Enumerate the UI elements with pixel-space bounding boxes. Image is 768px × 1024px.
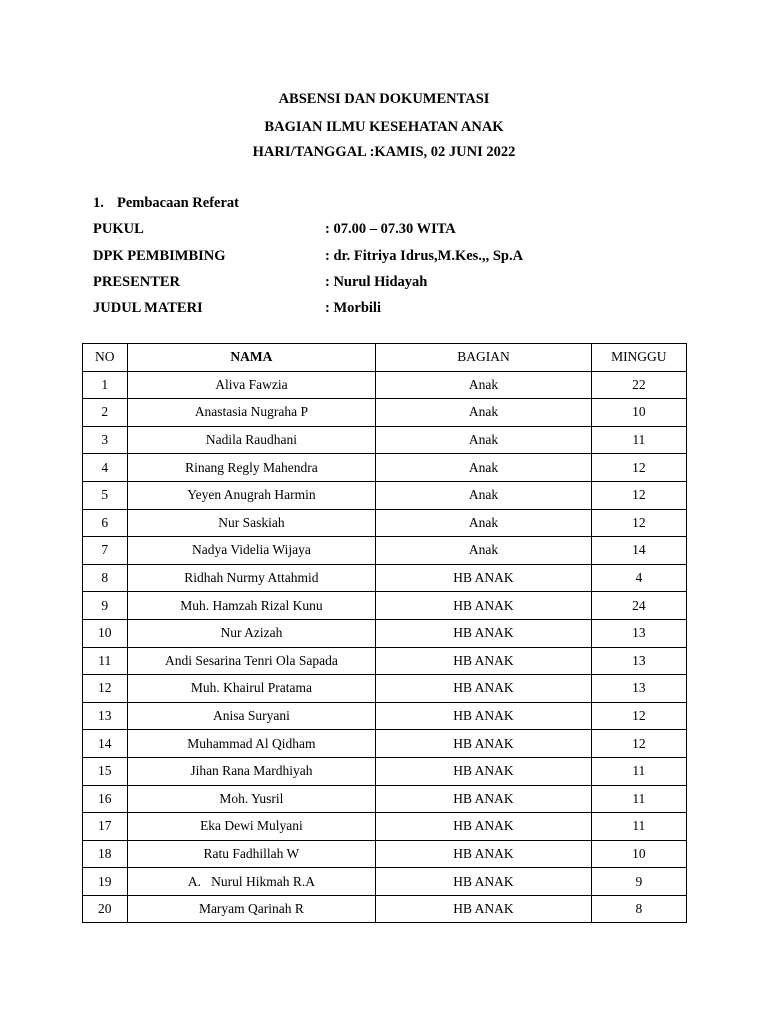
cell-nama: Muh. Hamzah Rizal Kunu — [127, 592, 376, 620]
info-label: PRESENTER — [93, 274, 181, 290]
cell-nama: Moh. Yusril — [127, 785, 376, 813]
cell-no: 9 — [83, 592, 128, 620]
cell-bagian: HB ANAK — [376, 868, 591, 896]
cell-nama: Nadila Raudhani — [127, 426, 376, 454]
cell-nama: Rinang Regly Mahendra — [127, 454, 376, 482]
cell-bagian: HB ANAK — [376, 647, 591, 675]
cell-no: 7 — [83, 537, 128, 565]
header-minggu: MINGGU — [591, 344, 686, 372]
table-body — [83, 371, 687, 923]
cell-minggu: 12 — [591, 702, 686, 730]
cell-minggu: 4 — [591, 564, 686, 592]
table-row — [83, 399, 687, 427]
cell-no: 17 — [83, 813, 128, 841]
info-value: : Morbili — [325, 300, 381, 316]
cell-nama: Aliva Fawzia — [127, 371, 376, 399]
cell-no: 5 — [83, 481, 128, 509]
cell-minggu: 22 — [591, 371, 686, 399]
cell-nama: Nur Saskiah — [127, 509, 376, 537]
cell-no: 20 — [83, 895, 128, 923]
table-row — [83, 647, 687, 675]
cell-no: 1 — [83, 371, 128, 399]
cell-nama: Jihan Rana Mardhiyah — [127, 757, 376, 785]
cell-bagian: Anak — [376, 454, 591, 482]
cell-minggu: 13 — [591, 647, 686, 675]
cell-nama: Ridhah Nurmy Attahmid — [127, 564, 376, 592]
cell-minggu: 11 — [591, 813, 686, 841]
cell-minggu: 12 — [591, 509, 686, 537]
cell-nama: Eka Dewi Mulyani — [127, 813, 376, 841]
cell-bagian: HB ANAK — [376, 813, 591, 841]
info-label: JUDUL MATERI — [93, 300, 203, 316]
table-row — [83, 564, 687, 592]
table-row — [83, 730, 687, 758]
table-row — [83, 785, 687, 813]
header-nama: NAMA — [127, 344, 376, 372]
cell-minggu: 11 — [591, 757, 686, 785]
document-title: ABSENSI DAN DOKUMENTASI — [278, 91, 490, 107]
header-bagian: BAGIAN — [376, 344, 591, 372]
cell-bagian: HB ANAK — [376, 730, 591, 758]
cell-bagian: HB ANAK — [376, 592, 591, 620]
cell-no: 4 — [83, 454, 128, 482]
table-row — [83, 454, 687, 482]
date-line: HARI/TANGGAL :KAMIS, 02 JUNI 2022 — [252, 144, 516, 160]
table-row — [83, 619, 687, 647]
cell-minggu: 12 — [591, 730, 686, 758]
cell-minggu: 12 — [591, 481, 686, 509]
attendance-table — [82, 343, 687, 923]
cell-nama: Anisa Suryani — [127, 702, 376, 730]
cell-nama: Nur Azizah — [127, 619, 376, 647]
info-label: DPK PEMBIMBING — [93, 248, 226, 264]
cell-bagian: HB ANAK — [376, 785, 591, 813]
cell-bagian: Anak — [376, 509, 591, 537]
cell-minggu: 10 — [591, 399, 686, 427]
cell-bagian: HB ANAK — [376, 840, 591, 868]
cell-minggu: 11 — [591, 426, 686, 454]
cell-minggu: 12 — [591, 454, 686, 482]
cell-no: 19 — [83, 868, 128, 896]
cell-nama: Yeyen Anugrah Harmin — [127, 481, 376, 509]
cell-no: 14 — [83, 730, 128, 758]
cell-nama: A. Nurul Hikmah R.A — [127, 868, 376, 896]
cell-minggu: 8 — [591, 895, 686, 923]
cell-no: 8 — [83, 564, 128, 592]
cell-no: 18 — [83, 840, 128, 868]
cell-nama: Andi Sesarina Tenri Ola Sapada — [127, 647, 376, 675]
info-label: PUKUL — [93, 221, 144, 237]
cell-minggu: 24 — [591, 592, 686, 620]
info-value: : dr. Fitriya Idrus,M.Kes.,, Sp.A — [325, 248, 524, 264]
cell-no: 12 — [83, 675, 128, 703]
table-row — [83, 481, 687, 509]
cell-no: 6 — [83, 509, 128, 537]
cell-no: 16 — [83, 785, 128, 813]
section-heading — [93, 195, 239, 212]
table-row — [83, 537, 687, 565]
section-number: 1. — [93, 195, 104, 211]
info-value: : Nurul Hidayah — [325, 274, 428, 290]
cell-minggu: 13 — [591, 619, 686, 647]
table-row — [83, 702, 687, 730]
table-row — [83, 675, 687, 703]
cell-no: 13 — [83, 702, 128, 730]
cell-nama: Muhammad Al Qidham — [127, 730, 376, 758]
cell-bagian: HB ANAK — [376, 702, 591, 730]
table-row — [83, 426, 687, 454]
cell-bagian: Anak — [376, 537, 591, 565]
table-row — [83, 895, 687, 923]
cell-no: 15 — [83, 757, 128, 785]
cell-bagian: HB ANAK — [376, 895, 591, 923]
cell-no: 10 — [83, 619, 128, 647]
cell-bagian: Anak — [376, 426, 591, 454]
cell-nama: Muh. Khairul Pratama — [127, 675, 376, 703]
table-row — [83, 868, 687, 896]
table-row — [83, 840, 687, 868]
cell-minggu: 14 — [591, 537, 686, 565]
cell-bagian: Anak — [376, 481, 591, 509]
table-row — [83, 592, 687, 620]
cell-bagian: HB ANAK — [376, 564, 591, 592]
table-row — [83, 813, 687, 841]
cell-minggu: 13 — [591, 675, 686, 703]
cell-no: 2 — [83, 399, 128, 427]
cell-nama: Nadya Videlia Wijaya — [127, 537, 376, 565]
cell-nama: Anastasia Nugraha P — [127, 399, 376, 427]
cell-minggu: 10 — [591, 840, 686, 868]
cell-bagian: HB ANAK — [376, 675, 591, 703]
cell-bagian: Anak — [376, 371, 591, 399]
cell-bagian: HB ANAK — [376, 619, 591, 647]
cell-no: 11 — [83, 647, 128, 675]
department-title: BAGIAN ILMU KESEHATAN ANAK — [264, 119, 504, 135]
cell-no: 3 — [83, 426, 128, 454]
cell-bagian: HB ANAK — [376, 757, 591, 785]
cell-minggu: 11 — [591, 785, 686, 813]
cell-minggu: 9 — [591, 868, 686, 896]
cell-bagian: Anak — [376, 399, 591, 427]
cell-nama: Maryam Qarinah R — [127, 895, 376, 923]
info-value: : 07.00 – 07.30 WITA — [325, 221, 456, 237]
table-row — [83, 757, 687, 785]
table-row — [83, 509, 687, 537]
table-row — [83, 371, 687, 399]
cell-nama: Ratu Fadhillah W — [127, 840, 376, 868]
header-no: NO — [83, 344, 128, 372]
section-title: Pembacaan Referat — [117, 195, 239, 211]
table-header-row — [83, 344, 687, 372]
